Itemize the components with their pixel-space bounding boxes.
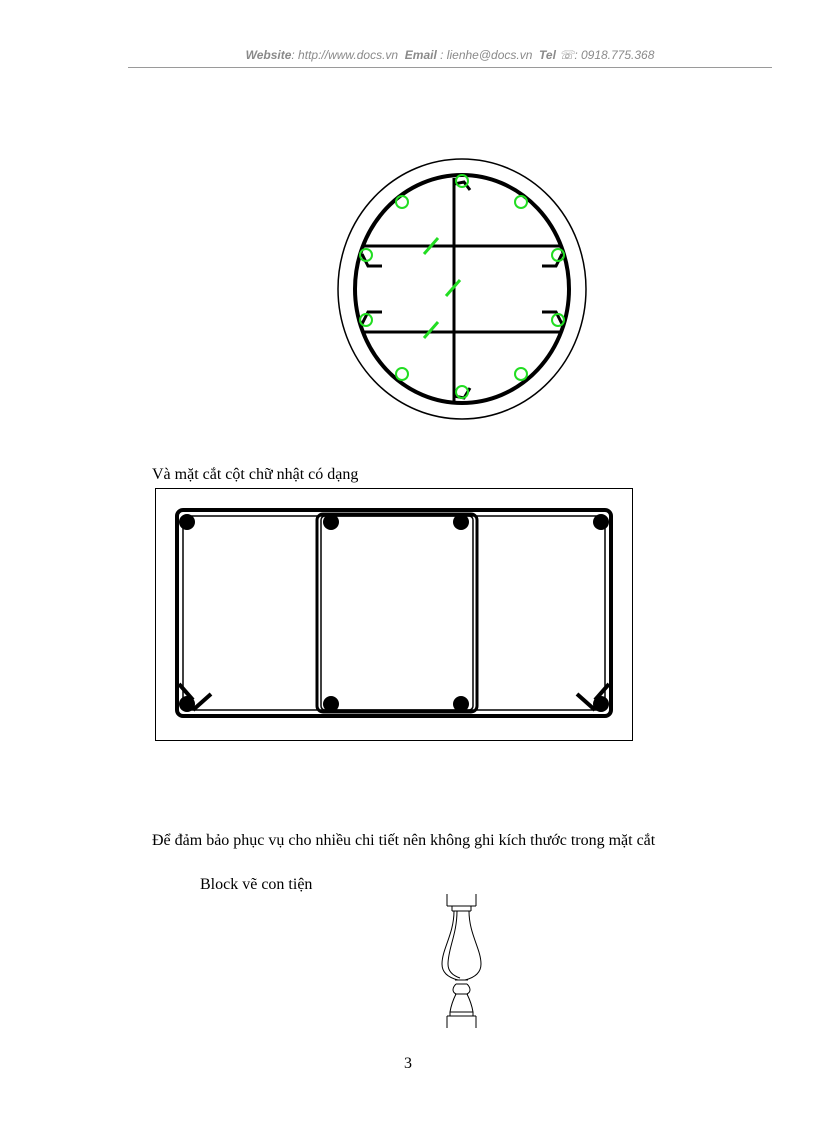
caption-baluster: Block vẽ con tiện [200,876,313,893]
stirrup-circle [355,175,569,403]
tel-value: : 0918.775.368 [574,48,655,62]
rebar [515,368,527,380]
page-number: 3 [404,1055,412,1072]
outer-circle [338,159,586,419]
rebar [179,696,195,712]
email-value: : lienhe@docs.vn [440,48,533,62]
website-label: Website [245,48,292,62]
rebar [396,196,408,208]
header-divider [128,67,772,68]
caption-note: Để đảm bảo phục vụ cho nhiều chi tiết nên không ghi kích thước trong mặt cắt [152,832,656,849]
website-value: : http://www.docs.vn [291,48,399,62]
main-stirrup [177,510,611,716]
rebar [396,368,408,380]
outer-rect [156,489,633,741]
rebar [593,696,609,712]
inner-stirrup [317,514,477,712]
email-label: Email [404,48,437,62]
rebar [593,514,609,530]
rebar [453,696,469,712]
tel-label: Tel [539,48,556,62]
rebar [323,696,339,712]
rectangular-column-section [155,488,635,742]
caption-rect-section: Và mặt cắt cột chữ nhật có dạng [152,466,359,483]
tie-mark [424,322,438,338]
rebar [179,514,195,530]
phone-icon: ☏ [559,48,575,62]
circular-column-section [336,156,592,420]
inner-stirrup-2 [321,516,473,710]
page-header [128,48,772,62]
rebar [323,514,339,530]
rebar [453,514,469,530]
baluster-drawing [438,894,488,1030]
rebar [515,196,527,208]
